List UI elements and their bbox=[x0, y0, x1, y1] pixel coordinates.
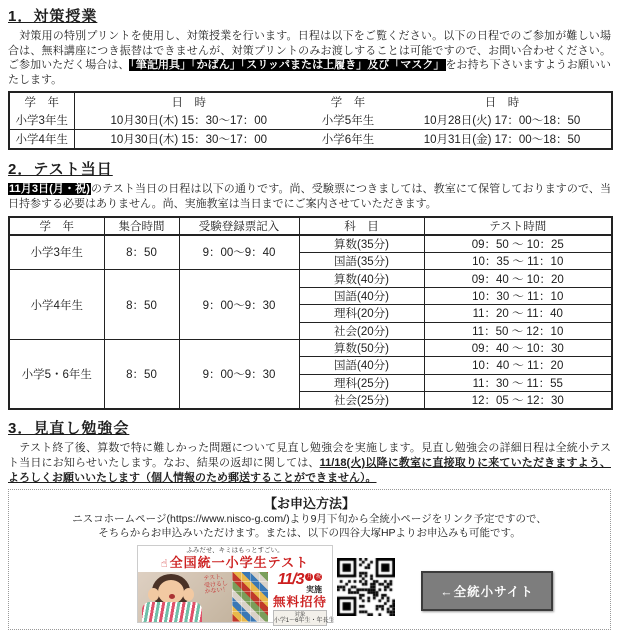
monday-badge: 月 bbox=[306, 574, 313, 581]
column-header: 日 時 bbox=[484, 97, 520, 110]
section2-text-after: のテスト当日の日程は以下の通りです。尚、受験票につきましては、教室にて保管しておりますので、当日持参する必要はありません。尚、実施教室は当日までにご案内させていただきます。 bbox=[8, 183, 611, 210]
banner-info bbox=[268, 571, 335, 624]
test-time-cell: 11：20 ～ 11：40 bbox=[424, 305, 612, 322]
test-date-highlight: 11月3日(月・祝) bbox=[9, 183, 90, 196]
column-header: 集合時間 bbox=[104, 217, 179, 235]
application-line-2: そちらからお申込みいただけます。または、以下の四谷大塚HPよりお申込みも可能です。 bbox=[98, 526, 521, 539]
application-method-box bbox=[8, 489, 611, 630]
test-time-cell: 10：35 ～ 11：10 bbox=[424, 252, 612, 269]
section1-text-before: 対策用の特別プリントを使用し、対策授業を行います。日程は以下をご覧ください。以下の日程でのご参加が難しい場合は、無料講座につき振替はできませんが、対策プリントのみお渡しすることは可能ですので、お問い合わせください。ご参加いただく場合は、 bbox=[8, 30, 611, 72]
subject-cell: 算数(50分) bbox=[299, 339, 424, 356]
test-time-cell: 11：50 ～ 12：10 bbox=[424, 322, 612, 339]
target-label: 対象 bbox=[294, 611, 306, 618]
test-time-cell: 09：40 ～ 10：20 bbox=[424, 270, 612, 287]
subject-cell: 国語(40分) bbox=[299, 357, 424, 374]
application-line-1: ニスコホームページ(https://www.nisco-g.com/)より9月下旬から全統小ページをリンク予定ですので、 bbox=[72, 513, 547, 526]
table-header-row bbox=[9, 217, 612, 235]
required-items-highlight: 「筆記用具」「かばん」「スリッパまたは上履き」及び「マスク」 bbox=[130, 59, 445, 72]
test-time-cell: 11：30 ～ 11：55 bbox=[424, 374, 612, 391]
test-time-cell: 12：05 ～ 12：30 bbox=[424, 392, 612, 410]
banner-body bbox=[138, 571, 335, 624]
application-media-row bbox=[137, 545, 606, 623]
subject-cell: 社会(20分) bbox=[299, 322, 424, 339]
section1-paragraph bbox=[8, 29, 611, 87]
meet-time-cell: 8：50 bbox=[104, 339, 179, 409]
photo-speech-bubble: テスト、受けるしかない！ bbox=[203, 574, 229, 596]
free-invitation-label: 無料招待 bbox=[272, 595, 327, 610]
pointing-hand-icon: ☝ bbox=[160, 558, 169, 571]
banner-tagline: ふみだせ、キミはもっとすごい。 bbox=[186, 547, 284, 555]
banner-title-text: 全国統一小学生テスト bbox=[169, 555, 310, 571]
column-header: テスト時間 bbox=[424, 217, 612, 235]
test-time-cell: 10：30 ～ 11：10 bbox=[424, 287, 612, 304]
table-row bbox=[9, 130, 612, 150]
meet-time-cell: 8：50 bbox=[104, 235, 179, 270]
registration-cell: 9：00～9：30 bbox=[179, 270, 299, 340]
application-box-title: 【お申込方法】 bbox=[263, 496, 355, 512]
section3-heading: 3．見直し勉強会 bbox=[8, 420, 130, 438]
zentousho-site-button[interactable]: ←全統小サイト bbox=[421, 571, 553, 611]
subject-cell: 社会(25分) bbox=[299, 392, 424, 410]
table-cell: 小学3年生 bbox=[9, 111, 74, 130]
grade-cell: 小学3年生 bbox=[9, 235, 104, 270]
subject-cell: 理科(20分) bbox=[299, 305, 424, 322]
table-cell: 10月28日(火) 17：00～18：50 bbox=[423, 115, 581, 128]
column-header: 学 年 bbox=[9, 217, 104, 235]
result-pickup-notice: 11/18(火)以降に教室に直接取りに来ていただきますよう、よろしくお願いいたします（個人情報のため郵送することができません）。 bbox=[8, 457, 611, 484]
prep-class-schedule-table bbox=[8, 91, 613, 150]
table-cell: 小学4年生 bbox=[9, 130, 74, 150]
table-header-row bbox=[9, 92, 612, 111]
holiday-badge: 祝 bbox=[315, 574, 322, 581]
section1-heading: 1．対策授業 bbox=[8, 8, 98, 25]
subject-cell: 算数(40分) bbox=[299, 270, 424, 287]
target-grades-box bbox=[273, 610, 335, 626]
test-time-cell: 09：40 ～ 10：30 bbox=[424, 339, 612, 356]
column-header: 受験登録票記入 bbox=[179, 217, 299, 235]
section3-text-before: テスト終了後、算数で特に難しかった問題について見直し勉強会を実施します。見直し勉強会の詳細日程は全統小テスト当日にお知らせいたします。なお、結果の返却に関しては、 bbox=[8, 442, 611, 470]
table-row bbox=[9, 339, 612, 356]
subject-cell: 国語(35分) bbox=[299, 252, 424, 269]
registration-cell: 9：00～9：40 bbox=[179, 235, 299, 270]
column-header: 科 目 bbox=[299, 217, 424, 235]
child-photo bbox=[138, 572, 232, 622]
table-cell: 10月31日(金) 17：00～18：50 bbox=[393, 130, 612, 150]
table-row bbox=[9, 270, 612, 287]
meet-time-cell: 8：50 bbox=[104, 270, 179, 340]
section1-text-after: をお持ち下さいますようお願いいたします。 bbox=[8, 59, 612, 86]
banner-header bbox=[138, 546, 332, 572]
banner-date-row bbox=[268, 573, 332, 595]
table-cell: 10月30日(木) 15：30～17：00 bbox=[74, 130, 303, 150]
test-banner bbox=[137, 545, 333, 623]
photo-striped-shirt bbox=[142, 602, 202, 622]
table-row bbox=[9, 235, 612, 253]
test-time-cell: 10：40 ～ 11：20 bbox=[424, 357, 612, 374]
subject-cell: 理科(25分) bbox=[299, 374, 424, 391]
column-header: 日 時 bbox=[171, 97, 206, 110]
target-grades: 小学1～6年生・年長生 bbox=[273, 617, 335, 624]
test-day-schedule-table bbox=[8, 216, 613, 411]
registration-cell: 9：00～9：30 bbox=[179, 339, 299, 409]
photo-hand-shape bbox=[183, 588, 194, 601]
photo-collage-strip bbox=[232, 572, 268, 622]
qr-code bbox=[337, 558, 395, 616]
date-badges bbox=[305, 573, 322, 595]
jisshi-label: 実施 bbox=[305, 585, 322, 595]
section2-paragraph bbox=[8, 182, 611, 211]
table-cell: 10月30日(木) 15：30～17：00 bbox=[110, 115, 268, 128]
test-date: 11/3 bbox=[277, 571, 304, 589]
test-time-cell: 09：50 ～ 10：25 bbox=[424, 235, 612, 253]
banner-title bbox=[138, 555, 332, 572]
table-cell: 小学6年生 bbox=[303, 130, 393, 150]
subject-cell: 算数(35分) bbox=[299, 235, 424, 253]
section2-heading: 2．テスト当日 bbox=[8, 161, 113, 179]
subject-cell: 国語(40分) bbox=[299, 287, 424, 304]
grade-cell: 小学4年生 bbox=[9, 270, 104, 340]
table-cell: 小学5年生 bbox=[321, 115, 375, 128]
column-header: 学 年 bbox=[9, 92, 74, 111]
section3-paragraph bbox=[8, 441, 611, 485]
column-header: 学 年 bbox=[330, 97, 366, 110]
grade-cell: 小学5・6年生 bbox=[9, 339, 104, 409]
table-row bbox=[9, 111, 612, 130]
